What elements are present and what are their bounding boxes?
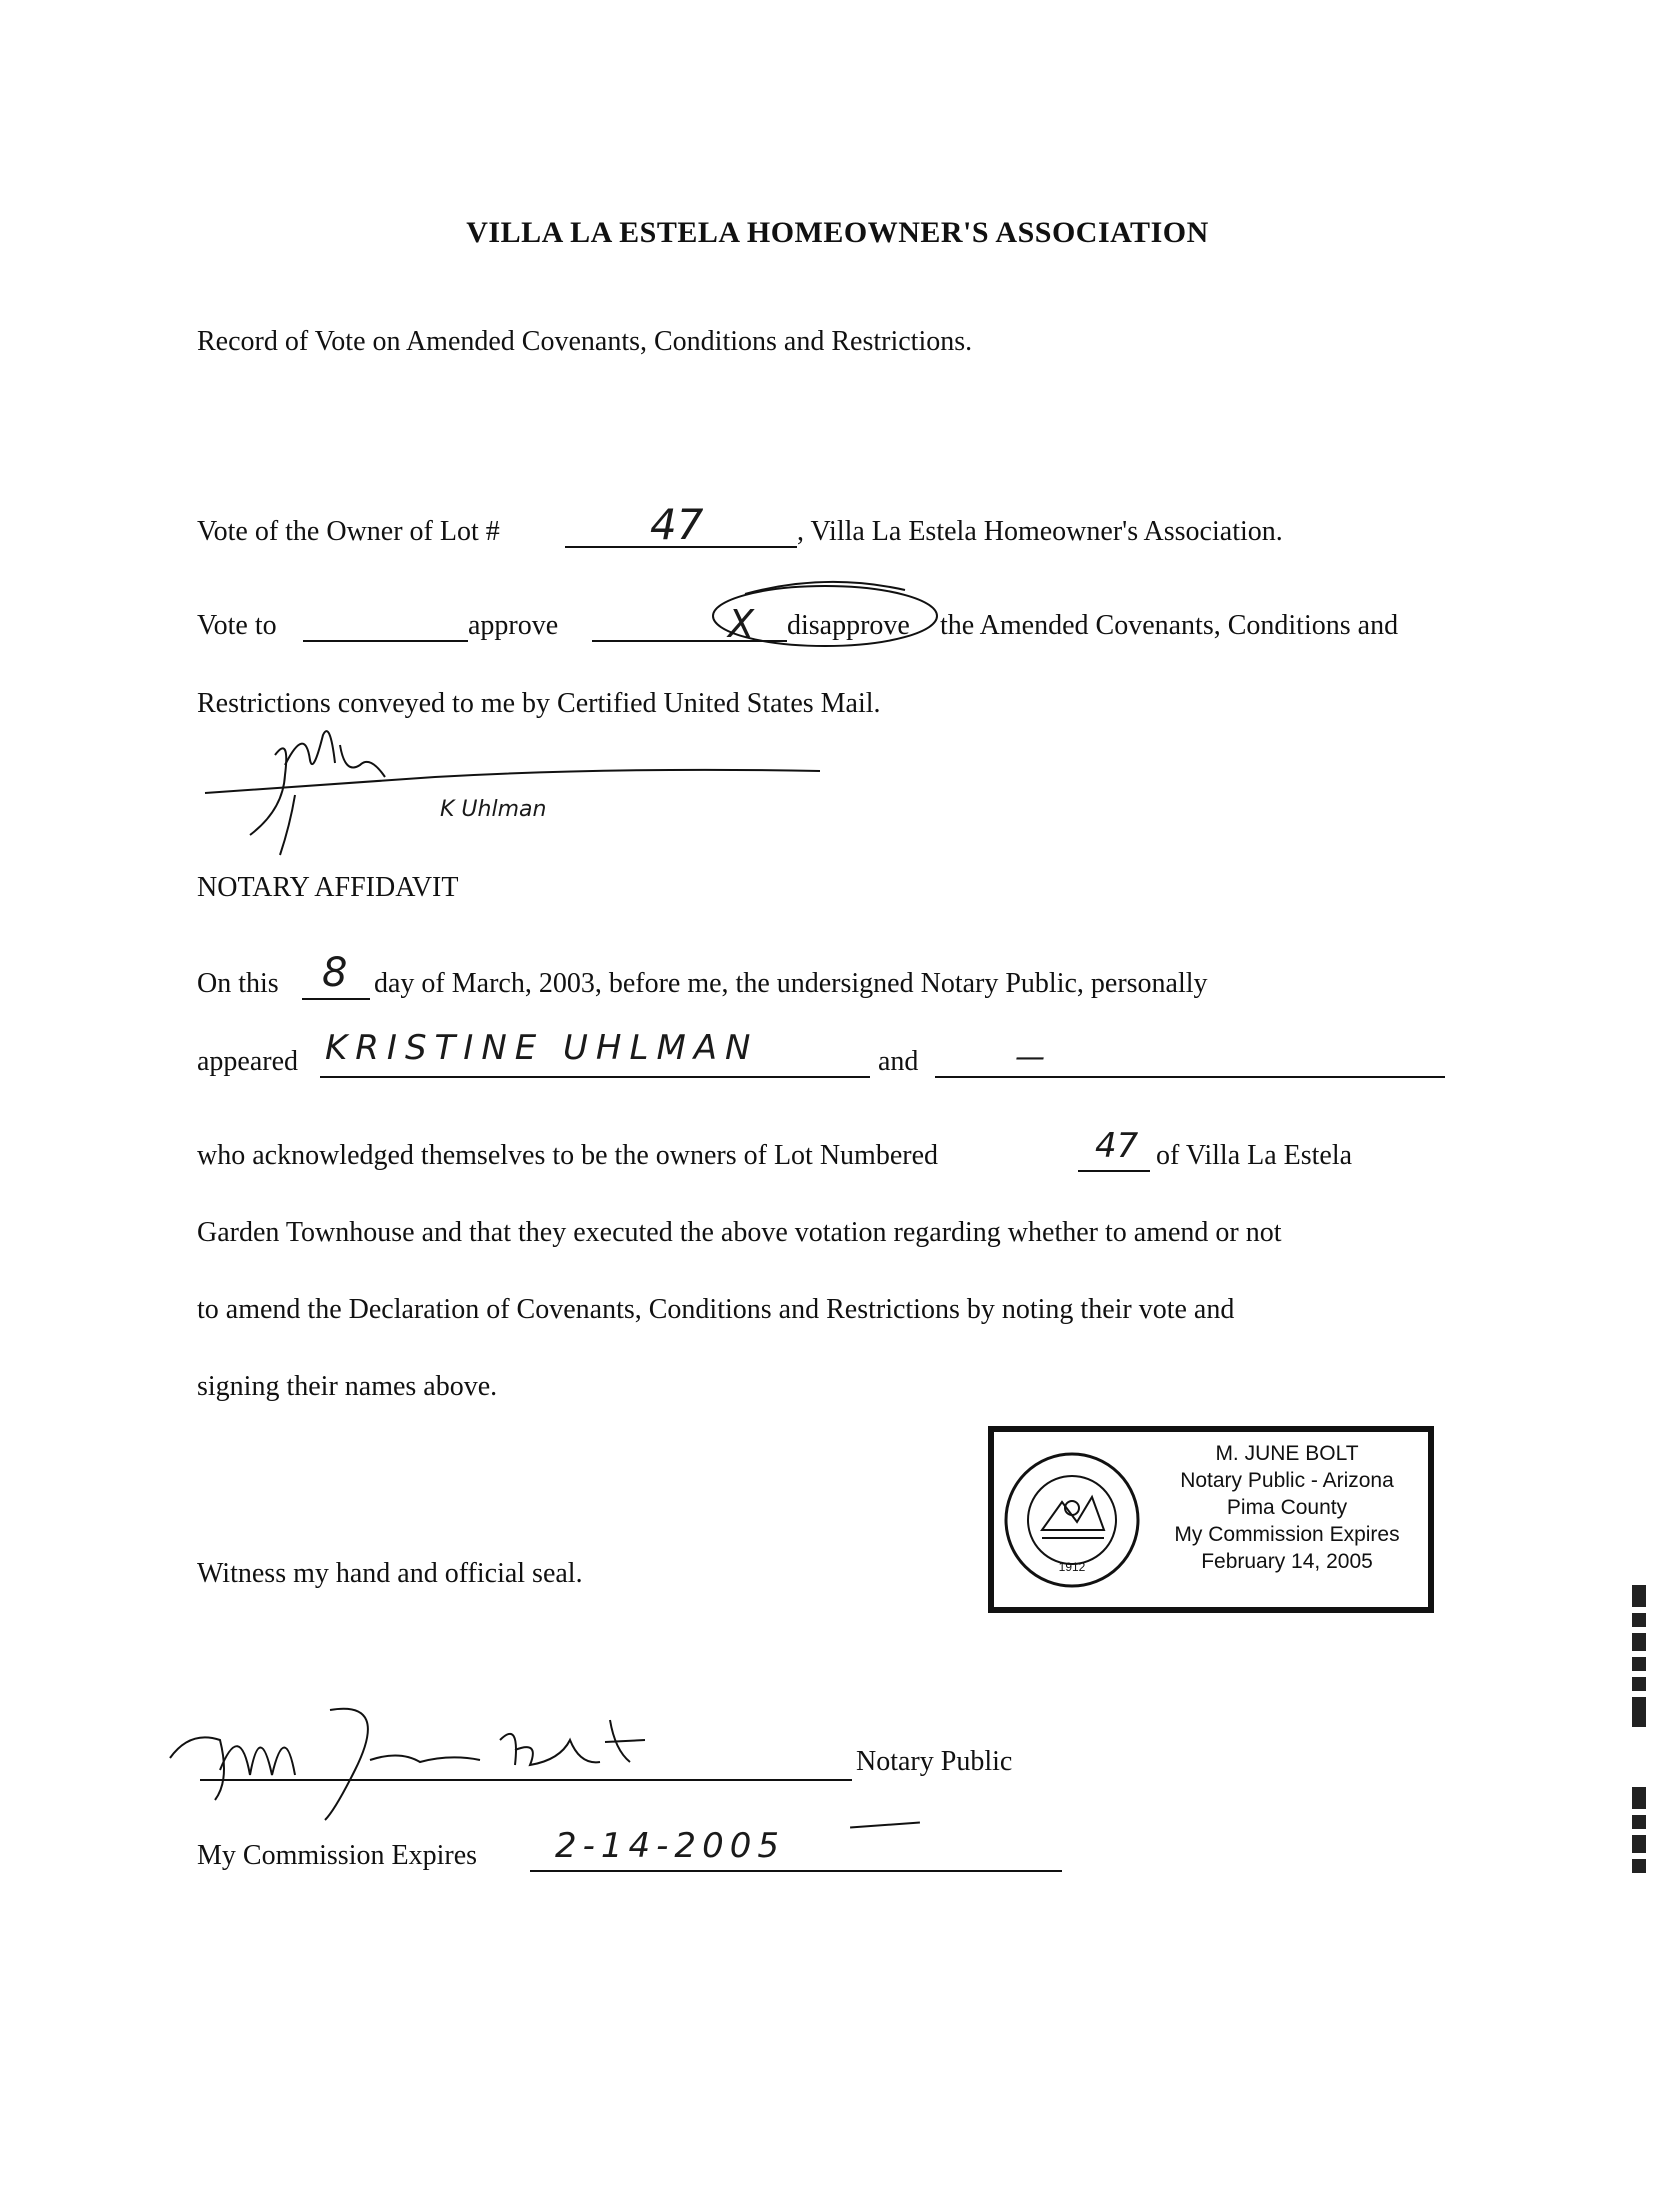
stamp-line: My Commission Expires [1174,1523,1400,1546]
day-handwritten: 8 [322,950,348,996]
vote-rest: the Amended Covenants, Conditions and [940,610,1399,641]
approve-blank [303,640,468,642]
document-title: VILLA LA ESTELA HOMEOWNER'S ASSOCIATION [466,216,1209,249]
notary-signature [160,1680,860,1830]
side-scan-marks [1624,1585,1654,1879]
approve-label: approve [468,610,559,641]
stamp-line: Notary Public - Arizona [1180,1469,1394,1492]
stamp-line: Pima County [1226,1496,1348,1519]
affidavit-line-5: to amend the Declaration of Covenants, Conditions and Restrictions by noting their vote and [197,1294,1235,1325]
lot-numbered-handwritten: 47 [1095,1126,1139,1166]
lot-prefix: Vote of the Owner of Lot # [197,516,500,547]
seal-year: 1912 [1058,1560,1086,1574]
lot-numbered-suffix: of Villa La Estela [1156,1140,1353,1171]
arizona-seal-icon [1002,1442,1142,1598]
lot-suffix: , Villa La Estela Homeowner's Association. [797,516,1283,547]
record-line: Record of Vote on Amended Covenants, Conditions and Restrictions. [197,326,973,357]
lot-number-handwritten: 47 [650,500,704,549]
affidavit-heading: NOTARY AFFIDAVIT [197,872,459,903]
owner-printed-name: K Uhlman [440,797,547,822]
affidavit-line-6: signing their names above. [197,1371,498,1402]
affidavit-line-4: Garden Townhouse and that they executed the above votation regarding whether to amend or not [197,1217,1282,1248]
stamp-text-block [1142,1440,1432,1575]
appeared-name-handwritten: KRISTINE UHLMAN [325,1028,759,1068]
notary-stamp [988,1426,1434,1613]
lot-numbered-underline [1078,1170,1150,1172]
on-this-label: On this [197,968,279,999]
owner-signature [195,715,835,865]
appeared-label: appeared [197,1046,299,1077]
lot-numbered-prefix: who acknowledged themselves to be the owners of Lot Numbered [197,1140,939,1171]
commission-expires-handwritten: 2-14-2005 [555,1826,785,1866]
notary-public-label: Notary Public [856,1746,1013,1777]
stamp-line: M. JUNE BOLT [1215,1442,1359,1465]
commission-expires-underline [530,1870,1062,1872]
commission-expires-label: My Commission Expires [197,1840,478,1871]
day-underline [302,998,370,1000]
disapprove-check-mark: X [728,602,755,646]
disapprove-label: disapprove [787,610,910,641]
day-rest: day of March, 2003, before me, the undersigned Notary Public, personally [374,968,1208,999]
stamp-line: February 14, 2005 [1201,1550,1373,1573]
witness-line: Witness my hand and official seal. [197,1558,583,1589]
second-name-handwritten: — [1015,1040,1045,1075]
and-label: and [878,1046,919,1077]
second-name-underline [935,1076,1445,1078]
stray-pen-mark [850,1822,920,1829]
vote-to-label: Vote to [197,610,277,641]
vote-line-2: Restrictions conveyed to me by Certified United States Mail. [197,688,881,719]
appeared-underline [320,1076,870,1078]
